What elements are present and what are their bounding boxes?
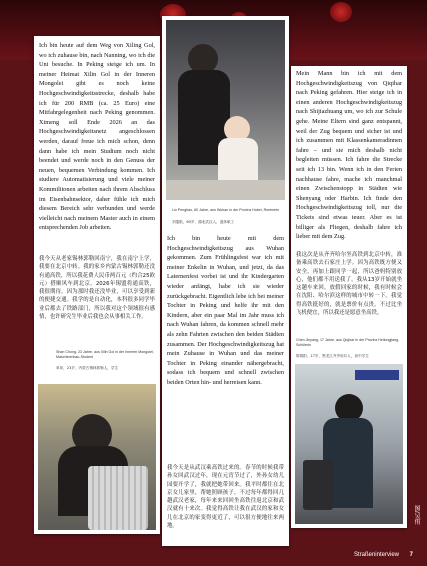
interview-text-zh: 我这次是从齐齐哈尔坐高铁到北京中转，准备乘高铁去石家庄上学。因为高铁既方便又安全，再加上跟同学一起，所以爸妈特别放心，他们都不用送我了。我从13岁开始就坐这趟车来回。放假回家的时候，我有时候会在沈阳、哈尔滨这样的城市中转一下。我觉得高铁挺好的，就是票价有点贵。不过比坐飞机便宜，所以我还是愿意坐高铁。 bbox=[296, 252, 402, 317]
interview-card-chen-jinyang bbox=[291, 66, 407, 528]
section-title: Straßeninterview bbox=[353, 552, 399, 558]
suitcase bbox=[303, 460, 333, 510]
photo-caption-de: Liu Penghao, 60 Jahre, aus Wuhan in der Provinz Hubei, Rentnerin bbox=[172, 208, 280, 212]
photo-caption-zh: 陈锦阳，17岁，黑龙江齐齐哈尔人，高中学生 bbox=[296, 354, 369, 358]
portrait-photo-liu-penghao bbox=[166, 20, 285, 200]
lantern-decoration bbox=[330, 2, 352, 22]
sign-board bbox=[355, 370, 399, 380]
interview-card-shan-chong bbox=[34, 36, 160, 534]
floor bbox=[166, 180, 285, 200]
interview-text-de: Mein Mann bin ich mit dem Hochgeschwindigkeitszug von Qiqihar nach Peking gefahren. Hier steige ich in einen anderen Hochgeschwindigkeitszug nach Shijiazhuang um, wo ich zur Schule gehe. Meine Eltern sind ganz entspannt, weil der Zug bequem und sicher ist und ich zusammen mit Klassenkameradinnen fahre – und sie mich deshalb nicht begleiten müssen. Ich fahre die Strecke seit ich 13 bin. Wenn ich in den Ferien nachhause fahre, mache ich manchmal einen Zwischenstopp in Städten wie Shenyang oder Harbin. Ich finde den Hochgeschwindigkeitszug toll, nur die Tickets sind etwas teuer. Aber es ist billiger als Fliegen, deshalb fahre ich lieber mit dem Zug. bbox=[296, 70, 402, 241]
page-footer bbox=[0, 548, 427, 566]
page-number: 7 bbox=[409, 552, 413, 558]
photo-caption-zh: 刘蓬皓，60岁，湖北武汉人，退休职工 bbox=[172, 220, 235, 224]
suitcase bbox=[88, 466, 148, 530]
portrait-photo-chen-jinyang bbox=[295, 364, 403, 524]
interview-text-zh: 我今天从老家锡林郭勒回南宁，我在南宁上学，我要在北京中转。我的家乡内蒙古锡林郭勒还没有通高铁，所以我花费人民币两百元（约合25欧元）搭顺风车到北京。2026年锡盟将通高铁，我很期待，因为那时我还没毕业，可以享受到新的便捷交通。我学的是自动化，本科很多同学毕业后都去了铁路部门，所以我对这个领域很有感情，也许研究生毕业后我也会从事相关工作。 bbox=[39, 256, 155, 321]
portrait-photo-shan-chong bbox=[38, 384, 156, 530]
interview-card-liu-penghao bbox=[162, 16, 289, 546]
interview-text-zh: 我今天是从武汉乘高铁过来的。春节的时候我带孙女回武汉过年，现在元宵节过了，外孙女幼儿园要开学了，我就把她带回来。我平时都住在北京女儿家里，帮她照顾孩子，不过每年都得回几趟武汉老家，每年来来回回坐高铁往返北京和武汉就有十来次。我觉得高铁让我在武汉的家和女儿在北京的家变得更近了，可以很方便地往来两地。 bbox=[167, 465, 284, 530]
photo-credit: 图/吴侑 bbox=[413, 505, 419, 525]
photo-caption-zh: 单冲，23岁，内蒙古锡林郭勒人，学生 bbox=[56, 366, 119, 370]
photo-caption-de: Shan Chong, 23 Jahre, aus Xilin Gol in der Inneren Mongolei, Maschinenbau-Student bbox=[56, 350, 154, 359]
interview-text-de: Ich bin heute mit dem Hochgeschwindigkeitszug aus Wuhan gekommen. Zum Frühlingsfest war ich mit meiner Enkelin in Wuhan, und jetzt, da das Laternenfest vorbei ist und ihr Kindergarten wieder anfängt, habe ich sie wieder zurückgebracht. Eigentlich lebe ich bei meiner Tochter in Peking und helfe ihr mit den Kindern, aber ein paar Mal im Jahr muss ich nach Wuhan fahren, da kommen schnell mehr als zehn Fahrten zwischen den beiden Städten zusammen. Der Hochgeschwindigkeitszug hat mein Zuhause in Wuhan und das meiner Tochter in Peking einander nähergebracht, sodass ich bequem und schnell zwischen beiden Orten hin- und herreisen kann. bbox=[167, 235, 284, 386]
interview-text-de: Ich bin heute auf dem Weg von Xiling Gol, wo ich zuhause bin, nach Nanning, wo ich die Uni besuche. In Peking steige ich um. In meiner Heimat Xilin Gol in der Inneren Mongolei gibt es noch keine Hochgeschwindigkeitsstrecke, deshalb habe ich für 200 RMB (ca. 25 Euro) eine Mitfahrgelegenheit nach Peking genommen. Ximeng soll Ende 2026 an das Hochgeschwindigkeitsnetz angeschlossen werden, darauf freue ich mich schon, denn dann habe ich mein Studium noch nicht beendet und werde noch in den Genuss der neuen, bequemen Verbindung kommen. Ich studiere Automatisierung und viele meiner Kommilitonen arbeiten nach ihrem Abschluss im Eisenbahnsektor, daher fühle ich mich diesem Bereich sehr verbunden und werde vielleicht nach meinem Master auch in einem entsprechenden Job arbeiten. bbox=[39, 42, 155, 232]
photo-caption-de: Chen Jinyang, 17 Jahre, aus Qiqihar in der Provinz Heilongjiang, Schülerin bbox=[296, 338, 400, 347]
